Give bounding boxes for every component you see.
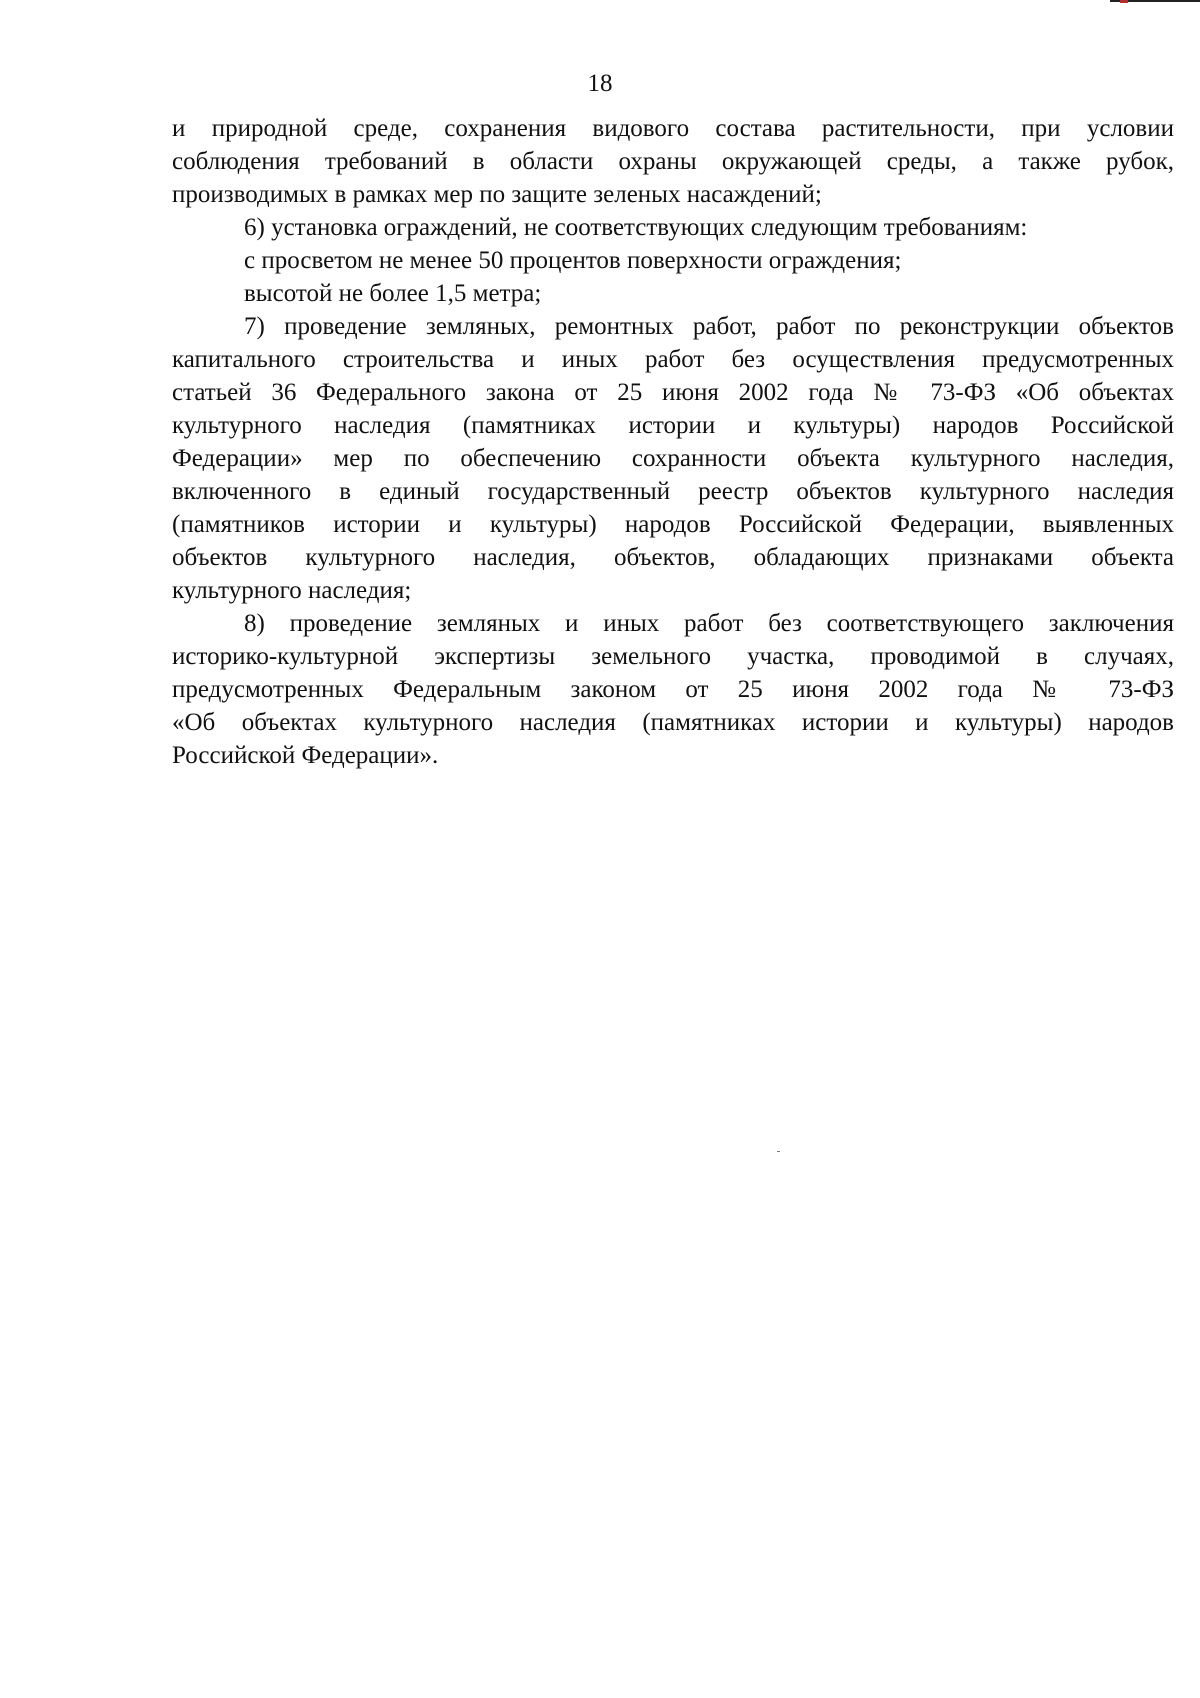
text-line: соблюдения требований в области охраны окружающей среды, а также рубок, [172,148,1174,175]
text-line: капитального строительства и иных работ без осуществления предусмотренных [172,346,1174,373]
text-line: 8) проведение земляных и иных работ без соответствующего заключения [244,610,1174,637]
scan-speck [777,1151,780,1152]
text-line: предусмотренных Федеральным законом от 25 июня 2002 года № 73-ФЗ [172,676,1174,703]
text-line: 7) проведение земляных, ремонтных работ, работ по реконструкции объектов [244,313,1174,340]
text-line: Федерации» мер по обеспечению сохранности объекта культурного наследия, [172,445,1174,472]
scan-edge-red-mark [1120,0,1128,3]
text-line: Российской Федерации». [172,742,439,769]
text-line: (памятников истории и культуры) народов Российской Федерации, выявленных [172,511,1174,538]
page-number: 18 [587,70,613,97]
text-line: с просветом не менее 50 процентов поверхности ограждения; [244,247,902,274]
text-line: включенного в единый государственный реестр объектов культурного наследия [172,478,1174,505]
text-line: культурного наследия; [172,577,412,604]
text-line: производимых в рамках мер по защите зеленых насаждений; [172,181,822,208]
text-line: объектов культурного наследия, объектов, обладающих признаками объекта [172,544,1174,571]
document-body [172,112,1174,772]
text-line: культурного наследия (памятниках истории и культуры) народов Российской [172,412,1174,439]
text-line: статьей 36 Федерального закона от 25 июня 2002 года № 73-ФЗ «Об объектах [172,379,1174,406]
text-line: 6) установка ограждений, не соответствующих следующим требованиям: [244,214,1028,241]
text-line: высотой не более 1,5 метра; [244,280,542,307]
text-line: и природной среде, сохранения видового состава растительности, при условии [172,115,1174,142]
text-line: «Об объектах культурного наследия (памятниках истории и культуры) народов [172,709,1174,736]
text-line: историко-культурной экспертизы земельного участка, проводимой в случаях, [172,643,1174,670]
